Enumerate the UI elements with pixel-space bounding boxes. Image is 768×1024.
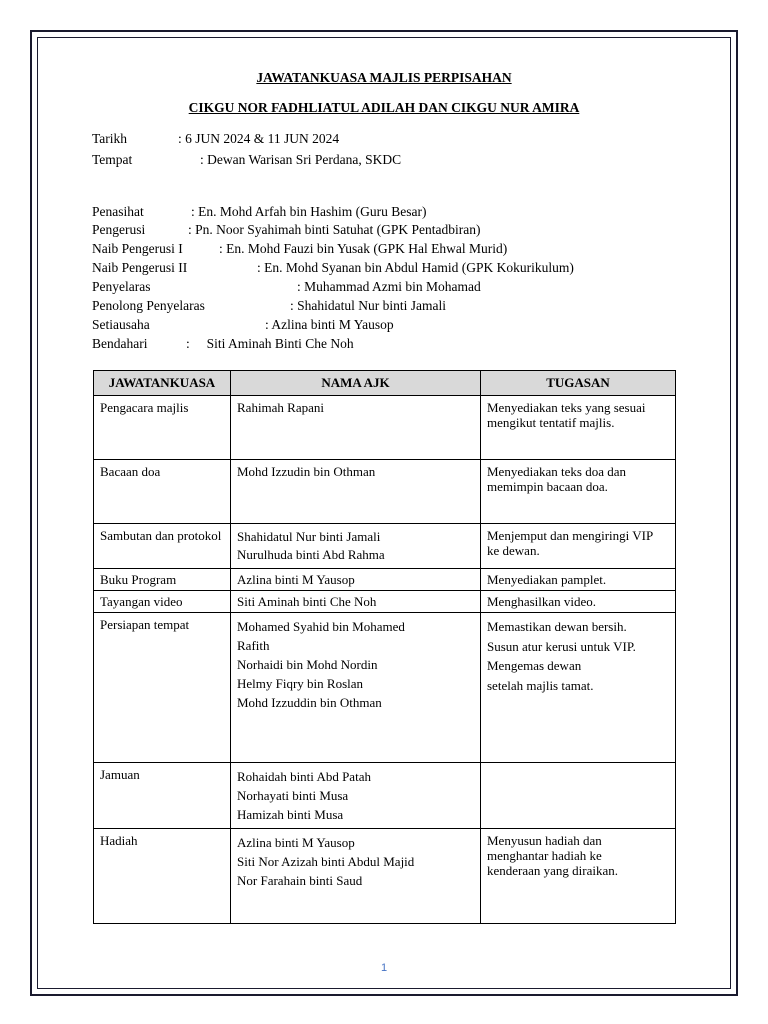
member-name: Nor Farahain binti Saud <box>237 873 363 888</box>
member-name: Norhayati binti Musa <box>237 788 349 803</box>
member-name: Rafith <box>237 638 270 653</box>
committee-table <box>93 370 676 924</box>
tasks-cell <box>481 613 676 763</box>
page-number: 1 <box>380 962 388 974</box>
role-cell: Pengacara majlis <box>94 396 231 460</box>
tasks-cell <box>481 524 676 569</box>
names-cell <box>231 763 481 829</box>
task-line: Menjemput dan mengiringi VIP <box>487 528 654 543</box>
tasks-cell <box>481 829 676 924</box>
table-row <box>94 396 676 460</box>
officer-value: : Muhammad Azmi bin Mohamad <box>297 279 481 294</box>
officer-value: : En. Mohd Arfah bin Hashim (Guru Besar) <box>191 204 427 219</box>
member-name: Mohd Izzuddin bin Othman <box>237 695 382 710</box>
officer-value: : En. Mohd Syanan bin Abdul Hamid (GPK Kokurikulum) <box>257 260 574 275</box>
table-row <box>94 524 676 569</box>
officer-label: Penyelaras <box>92 279 151 294</box>
task-line: Memastikan dewan bersih. <box>487 619 627 634</box>
task-line: Menyediakan teks yang sesuai <box>487 400 646 415</box>
doc-title: JAWATANKUASA MAJLIS PERPISAHAN <box>256 70 512 85</box>
officer-label: Naib Pengerusi II <box>92 260 188 275</box>
header-jawatankuasa: JAWATANKUASA <box>94 371 231 396</box>
task-line: Menyusun hadiah dan <box>487 833 602 848</box>
table-row <box>94 613 676 763</box>
tempat-value: : Dewan Warisan Sri Perdana, SKDC <box>200 152 402 167</box>
role-cell: Persiapan tempat <box>94 613 231 763</box>
task-line: Susun atur kerusi untuk VIP. <box>487 638 636 654</box>
role-cell: Buku Program <box>94 569 231 591</box>
member-name: Rohaidah binti Abd Patah <box>237 769 371 784</box>
task-line: memimpin bacaan doa. <box>487 479 608 494</box>
doc-subtitle: CIKGU NOR FADHLIATUL ADILAH DAN CIKGU NUR AMIRA <box>188 100 580 115</box>
task-line: kenderaan yang diraikan. <box>487 863 619 878</box>
officer-value: : Pn. Noor Syahimah binti Satuhat (GPK Pentadbiran) <box>188 222 481 237</box>
header-nama-ajk: NAMA AJK <box>231 371 481 396</box>
officer-label: Penolong Penyelaras <box>92 298 205 313</box>
names-cell <box>231 829 481 924</box>
task-line: Mengemas dewan <box>487 658 582 673</box>
tasks-cell <box>481 396 676 460</box>
member-name: Mohd Izzudin bin Othman <box>237 464 376 479</box>
tarikh-value: : 6 JUN 2024 & 11 JUN 2024 <box>178 131 340 146</box>
tempat-label: Tempat <box>92 152 133 167</box>
member-name: Mohamed Syahid bin Mohamed <box>237 619 405 634</box>
member-name: Helmy Fiqry bin Roslan <box>237 676 364 691</box>
officer-value: : Azlina binti M Yausop <box>265 317 394 332</box>
table-row <box>94 460 676 524</box>
member-name: Azlina binti M Yausop <box>237 572 355 587</box>
officer-label: Naib Pengerusi I <box>92 241 183 256</box>
task-line: mengikut tentatif majlis. <box>487 415 615 430</box>
tasks-cell <box>481 569 676 591</box>
table-row <box>94 829 676 924</box>
names-cell <box>231 613 481 763</box>
member-name: Rahimah Rapani <box>237 400 325 415</box>
officer-value: : En. Mohd Fauzi bin Yusak (GPK Hal Ehwal Murid) <box>219 241 508 256</box>
names-cell <box>231 569 481 591</box>
officer-value: : Shahidatul Nur binti Jamali <box>290 298 446 313</box>
member-name: Hamizah binti Musa <box>237 807 344 822</box>
table-row <box>94 591 676 613</box>
role-cell: Tayangan video <box>94 591 231 613</box>
task-line: setelah majlis tamat. <box>487 677 594 693</box>
officer-value: : Siti Aminah Binti Che Noh <box>186 336 354 351</box>
task-line: Menyediakan teks doa dan <box>487 464 626 479</box>
officer-label: Setiausaha <box>92 317 150 332</box>
member-name: Nurulhuda binti Abd Rahma <box>237 547 385 562</box>
task-line: Menyediakan pamplet. <box>487 572 607 587</box>
task-line: Menghasilkan video. <box>487 594 597 609</box>
role-cell: Bacaan doa <box>94 460 231 524</box>
role-cell: Sambutan dan protokol <box>94 524 231 569</box>
role-cell: Hadiah <box>94 829 231 924</box>
member-name: Azlina binti M Yausop <box>237 835 355 850</box>
task-line: menghantar hadiah ke <box>487 848 602 863</box>
tasks-cell <box>481 591 676 613</box>
officer-label: Pengerusi <box>92 222 146 237</box>
member-name: Norhaidi bin Mohd Nordin <box>237 657 378 672</box>
task-line: ke dewan. <box>487 543 540 558</box>
names-cell <box>231 591 481 613</box>
role-cell: Jamuan <box>94 763 231 829</box>
officer-label: Penasihat <box>92 204 144 219</box>
names-cell <box>231 396 481 460</box>
table-header-row <box>94 371 676 396</box>
tarikh-label: Tarikh <box>92 131 128 146</box>
member-name: Siti Aminah binti Che Noh <box>237 594 377 609</box>
tasks-cell <box>481 763 676 829</box>
header-tugasan: TUGASAN <box>481 371 676 396</box>
table-row <box>94 763 676 829</box>
officer-label: Bendahari <box>92 336 148 351</box>
names-cell <box>231 524 481 569</box>
member-name: Shahidatul Nur binti Jamali <box>237 529 381 544</box>
tasks-cell <box>481 460 676 524</box>
table-row <box>94 569 676 591</box>
member-name: Siti Nor Azizah binti Abdul Majid <box>237 854 415 869</box>
names-cell <box>231 460 481 524</box>
